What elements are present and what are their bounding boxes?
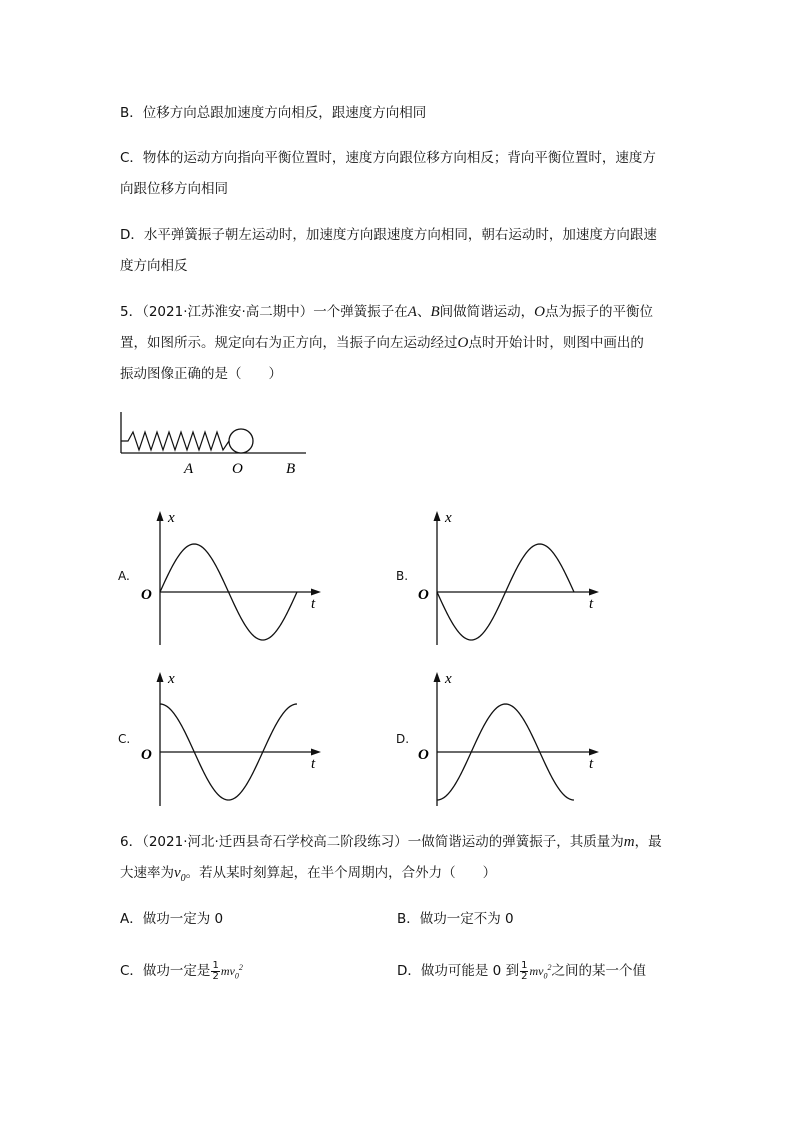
q5-stem-text: 置，如图所示。规定向右为正方向，当振子向左运动经过 [120, 335, 458, 351]
q6-stem-text: 6．（2021·河北·迁西县奇石学校高二阶段练习）一做简谐运动的弹簧振子，其质量为 [120, 834, 624, 850]
v0-symbol: $v_0$ [174, 865, 186, 884]
mass-symbol: m [623, 834, 635, 850]
one-half-fraction: $\frac{1}{2}$ [521, 959, 528, 982]
q5-stem-text: 点时开始计时，则图中画出的 [468, 335, 644, 351]
q4-option-c-line1: C．物体的运动方向指向平衡位置时，速度方向跟位移方向相反；背向平衡位置时，速度方 [120, 150, 656, 166]
q4-option-c-line2: 向跟位移方向相同 [120, 181, 228, 197]
q6-stem-text: 大速率为 [120, 865, 174, 881]
q4-option-d-line2: 度方向相反 [120, 258, 188, 274]
q6-stem-text: 。若从某时刻算起，在半个周期内，合外力（ ） [185, 865, 497, 881]
q5-stem-text: 间做简谐运动， [439, 304, 535, 320]
figure-label-o: O [232, 461, 243, 477]
q6-option-d-text: D．做功可能是 0 到 [397, 963, 520, 979]
q6-option-d-text: 之间的某一个值 [551, 963, 646, 979]
graph-d-origin-label: O [418, 747, 429, 763]
q6-stem-line1 [120, 832, 662, 852]
point-b-label: B [430, 304, 440, 320]
q6-stem-line2 [120, 863, 496, 889]
graph-c-t-arrow [311, 749, 321, 756]
figure-label-b: B [286, 461, 296, 477]
graph-d-t-label: t [589, 756, 594, 772]
q4-option-b: B．位移方向总跟加速度方向相反，跟速度方向相同 [120, 105, 427, 121]
q5-stem-line3: 振动图像正确的是（ ） [120, 366, 282, 382]
point-a-label: A [407, 304, 417, 320]
one-half-fraction: $\frac{1}{2}$ [212, 959, 219, 982]
q6-option-d [397, 958, 646, 986]
graph-d-y-arrow [434, 672, 441, 682]
q5-stem-text: 5．（2021·江苏淮安·高二期中）一个弹簧振子在 [120, 304, 408, 320]
kinetic-energy-expr: $mv_0^2$ [220, 963, 243, 981]
graph-c-label: C. [118, 732, 131, 746]
graph-c-y-arrow [157, 672, 164, 682]
q6-option-b: B．做功一定不为 0 [397, 911, 514, 927]
q4-option-d-line1: D．水平弹簧振子朝左运动时，加速度方向跟速度方向相同，朝右运动时，加速度方向跟速 [120, 227, 657, 243]
graph-a-y-label: x [168, 510, 175, 526]
graph-a-label: A. [118, 569, 130, 583]
graph-a-t-label: t [311, 596, 316, 612]
graph-d-label: D. [396, 732, 410, 746]
point-o-label: O [457, 335, 469, 351]
graph-c-origin-label: O [141, 747, 152, 763]
q6-option-a: A．做功一定为 0 [120, 911, 224, 927]
graph-a-t-arrow [311, 589, 321, 596]
graph-d-y-label: x [445, 671, 452, 687]
graph-d-t-arrow [589, 749, 599, 756]
q6-stem-text: ，最 [634, 834, 662, 850]
graph-b-t-arrow [589, 589, 599, 596]
graph-b-y-label: x [445, 510, 452, 526]
kinetic-energy-expr: $mv_0^2$ [529, 963, 552, 981]
graph-a-y-arrow [157, 511, 164, 521]
point-o-label: O [534, 304, 545, 320]
q6-option-c [120, 958, 243, 986]
graph-c-t-label: t [311, 756, 316, 772]
separator: 、 [416, 304, 431, 320]
graph-c-y-label: x [168, 671, 175, 687]
graph-a-origin-label: O [141, 587, 152, 603]
q6-option-c-text: C．做功一定是 [120, 963, 211, 979]
graph-b-y-arrow [434, 511, 441, 521]
graph-b-origin-label: O [418, 587, 429, 603]
q5-stem-text: 点为振子的平衡位 [544, 304, 653, 320]
graph-b-t-label: t [589, 596, 594, 612]
figure-label-a: A [184, 461, 194, 477]
graph-b-label: B. [396, 569, 409, 583]
